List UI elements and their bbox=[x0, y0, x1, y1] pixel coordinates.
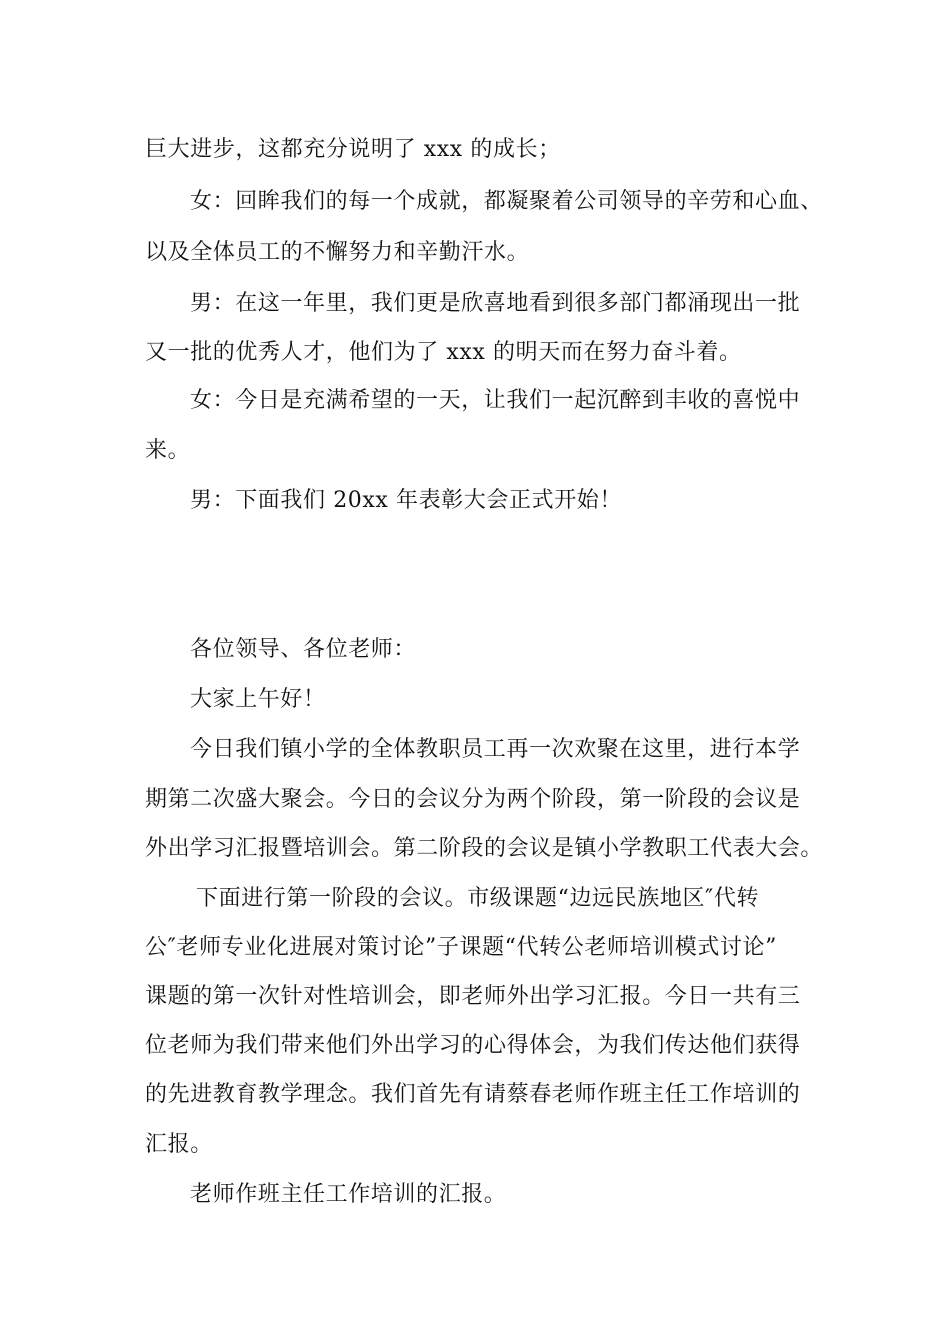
text-line: 今日我们镇小学的全体教职员工再一次欢聚在这里，进行本学 bbox=[190, 737, 801, 762]
text-line: 又一批的优秀人才，他们为了 xxx 的明天而在努力奋斗着。 bbox=[145, 340, 742, 365]
text-line: 期第二次盛大聚会。今日的会议分为两个阶段，第一阶段的会议是 bbox=[145, 787, 801, 812]
text-line: 巨大进步，这都充分说明了 xxx 的成长； bbox=[145, 137, 561, 162]
text-line: 外出学习汇报暨培训会。第二阶段的会议是镇小学教职工代表大会。 bbox=[145, 836, 824, 861]
salutation: 各位领导、各位老师： bbox=[190, 637, 417, 662]
text-line: 女：今日是充满希望的一天，让我们一起沉醉到丰收的喜悦中 bbox=[190, 388, 801, 413]
text-line: 位老师为我们带来他们外出学习的心得体会，为我们传达他们获得 bbox=[145, 1033, 801, 1058]
text-line: 男：下面我们 20xx 年表彰大会正式开始！ bbox=[190, 488, 622, 513]
text-line: 汇报。 bbox=[145, 1132, 213, 1157]
text-line: 女：回眸我们的每一个成就，都凝聚着公司领导的辛劳和心血、 bbox=[190, 189, 823, 214]
text-line: 公″老师专业化进展对策讨论”子课题“代转公老师培训模式讨论” bbox=[145, 935, 777, 960]
text-line: 课题的第一次针对性培训会，即老师外出学习汇报。今日一共有三 bbox=[145, 984, 801, 1009]
text-line: 以及全体员工的不懈努力和辛勤汗水。 bbox=[145, 240, 530, 265]
text-line: 下面进行第一阶段的会议。市级课题“边远民族地区″代转 bbox=[196, 886, 760, 911]
text-line: 的先进教育教学理念。我们首先有请蔡春老师作班主任工作培训的 bbox=[145, 1082, 801, 1107]
text-line: 老师作班主任工作培训的汇报。 bbox=[190, 1182, 507, 1207]
text-line: 男：在这一年里，我们更是欣喜地看到很多部门都涌现出一批 bbox=[190, 291, 801, 316]
greeting: 大家上午好！ bbox=[190, 687, 326, 712]
text-line: 来。 bbox=[145, 438, 191, 463]
